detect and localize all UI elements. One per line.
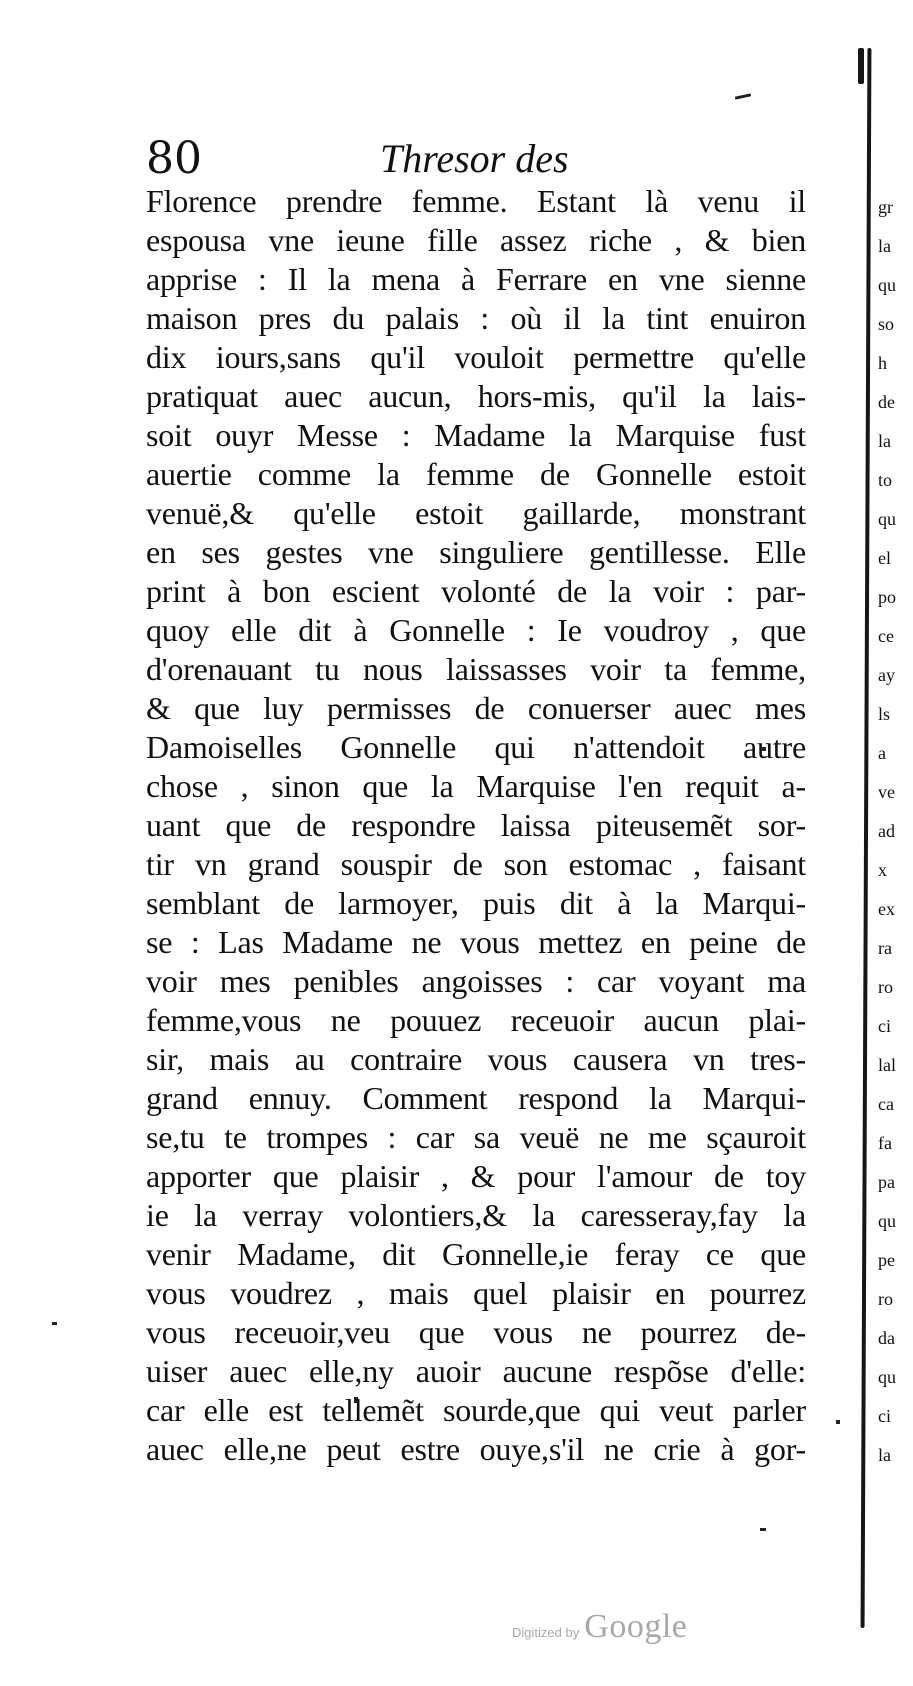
- gutter-rule-cap: [858, 48, 864, 84]
- neighbor-fragment: ex: [878, 899, 895, 919]
- text-line: femme,vous ne pouuez receuoir aucun plai-: [146, 1002, 806, 1038]
- text-line: print à bon escient volonté de la voir : par-: [146, 573, 806, 609]
- neighbor-fragment: el: [878, 548, 891, 568]
- neighbor-fragment: la: [878, 1445, 891, 1465]
- neighbor-fragment: la: [878, 236, 891, 256]
- body-text: [146, 182, 806, 1469]
- neighbor-fragment: x: [878, 860, 887, 880]
- neighbor-fragment: qu: [878, 1211, 896, 1231]
- neighbor-fragment: pa: [878, 1172, 895, 1192]
- neighbor-fragment: fa: [878, 1133, 892, 1153]
- text-line: Florence prendre femme. Estant là venu il: [146, 183, 806, 219]
- gutter-rule: [861, 48, 872, 1628]
- neighbor-fragment: de: [878, 392, 895, 412]
- neighbor-fragment: gr: [878, 197, 893, 217]
- text-line: auertie comme la femme de Gonnelle estoit: [146, 456, 806, 492]
- neighbor-fragment: pe: [878, 1250, 895, 1270]
- text-line: vous voudrez , mais quel plaisir en pourrez: [146, 1275, 806, 1311]
- page-number: 80: [146, 133, 202, 184]
- text-line: se : Las Madame ne vous mettez en peine de: [146, 924, 806, 960]
- text-line: ie la verray volontiers,& la caresseray,fay la: [146, 1197, 806, 1233]
- text-line: venir Madame, dit Gonnelle,ie feray ce que: [146, 1236, 806, 1272]
- text-line: Damoiselles Gonnelle qui n'attendoit autre: [146, 729, 806, 765]
- text-line: grand ennuy. Comment respond la Marqui-: [146, 1080, 806, 1116]
- text-line: pratiquat auec aucun, hors-mis, qu'il la lais-: [146, 378, 806, 414]
- text-line: soit ouyr Messe : Madame la Marquise fust: [146, 417, 806, 453]
- text-line: auec elle,ne peut estre ouye,s'il ne crie à gor-: [146, 1431, 806, 1467]
- text-line: voir mes penibles angoisses : car voyant ma: [146, 963, 806, 999]
- digitized-by-label: Digitized by: [512, 1625, 580, 1640]
- text-line: uant que de respondre laissa piteusemẽt sor-: [146, 807, 806, 843]
- neighbor-fragment: la: [878, 431, 891, 451]
- neighbor-fragment: ce: [878, 626, 894, 646]
- text-line: chose , sinon que la Marquise l'en requit a-: [146, 768, 806, 804]
- neighbor-fragment: po: [878, 587, 896, 607]
- neighbor-fragment: ro: [878, 977, 893, 997]
- text-line: se,tu te trompes : car sa veuë ne me sçauroit: [146, 1119, 806, 1155]
- text-line: tir vn grand souspir de son estomac , faisant: [146, 846, 806, 882]
- neighbor-fragment: to: [878, 470, 893, 490]
- ink-speck: [52, 1322, 57, 1325]
- text-line: semblant de larmoyer, puis dit à la Marqui-: [146, 885, 806, 921]
- neighbor-fragment: so: [878, 314, 895, 334]
- text-line: venuë,& qu'elle estoit gaillarde, monstrant: [146, 495, 806, 531]
- neighbor-fragment: ro: [878, 1289, 893, 1309]
- text-line: vous receuoir,veu que vous ne pourrez de-: [146, 1314, 806, 1350]
- text-line: espousa vne ieune fille assez riche , & bien: [146, 222, 806, 258]
- neighbor-fragment: ci: [878, 1016, 891, 1036]
- neighbor-page-fragments: [878, 188, 908, 1475]
- neighbor-fragment: da: [878, 1328, 895, 1348]
- text-line: apporter que plaisir , & pour l'amour de toy: [146, 1158, 806, 1194]
- digitizer-watermark: [512, 1608, 687, 1646]
- text-line: apprise : Il la mena à Ferrare en vne sienne: [146, 261, 806, 297]
- neighbor-fragment: ve: [878, 782, 895, 802]
- ink-speck: [735, 93, 751, 99]
- neighbor-fragment: qu: [878, 275, 896, 295]
- neighbor-fragment: ra: [878, 938, 892, 958]
- text-line: uiser auec elle,ny auoir aucune respõse d'elle:: [146, 1353, 806, 1389]
- text-line: quoy elle dit à Gonnelle : Ie voudroy , que: [146, 612, 806, 648]
- ink-speck: [760, 1528, 766, 1531]
- text-line: d'orenauant tu nous laissasses voir ta femme,: [146, 651, 806, 687]
- neighbor-fragment: ca: [878, 1094, 894, 1114]
- text-line: en ses gestes vne singuliere gentillesse. Elle: [146, 534, 806, 570]
- text-line: & que luy permisses de conuerser auec mes: [146, 690, 806, 726]
- text-line: maison pres du palais : où il la tint enuiron: [146, 300, 806, 336]
- neighbor-fragment: qu: [878, 1367, 896, 1387]
- text-line: sir, mais au contraire vous causera vn tres-: [146, 1041, 806, 1077]
- neighbor-fragment: ay: [878, 665, 895, 685]
- neighbor-fragment: qu: [878, 509, 896, 529]
- running-title: Thresor des: [380, 136, 569, 181]
- neighbor-fragment: a: [878, 743, 886, 763]
- neighbor-fragment: lal: [878, 1055, 896, 1075]
- neighbor-fragment: ci: [878, 1406, 891, 1426]
- text-line: dix iours,sans qu'il vouloit permettre qu'elle: [146, 339, 806, 375]
- neighbor-fragment: ad: [878, 821, 895, 841]
- digitizer-brand: Google: [584, 1608, 688, 1645]
- neighbor-fragment: h: [878, 353, 887, 373]
- neighbor-fragment: ls: [878, 704, 891, 724]
- ink-speck: [836, 1420, 840, 1424]
- text-line: car elle est tellemẽt sourde,que qui veut parler: [146, 1392, 806, 1428]
